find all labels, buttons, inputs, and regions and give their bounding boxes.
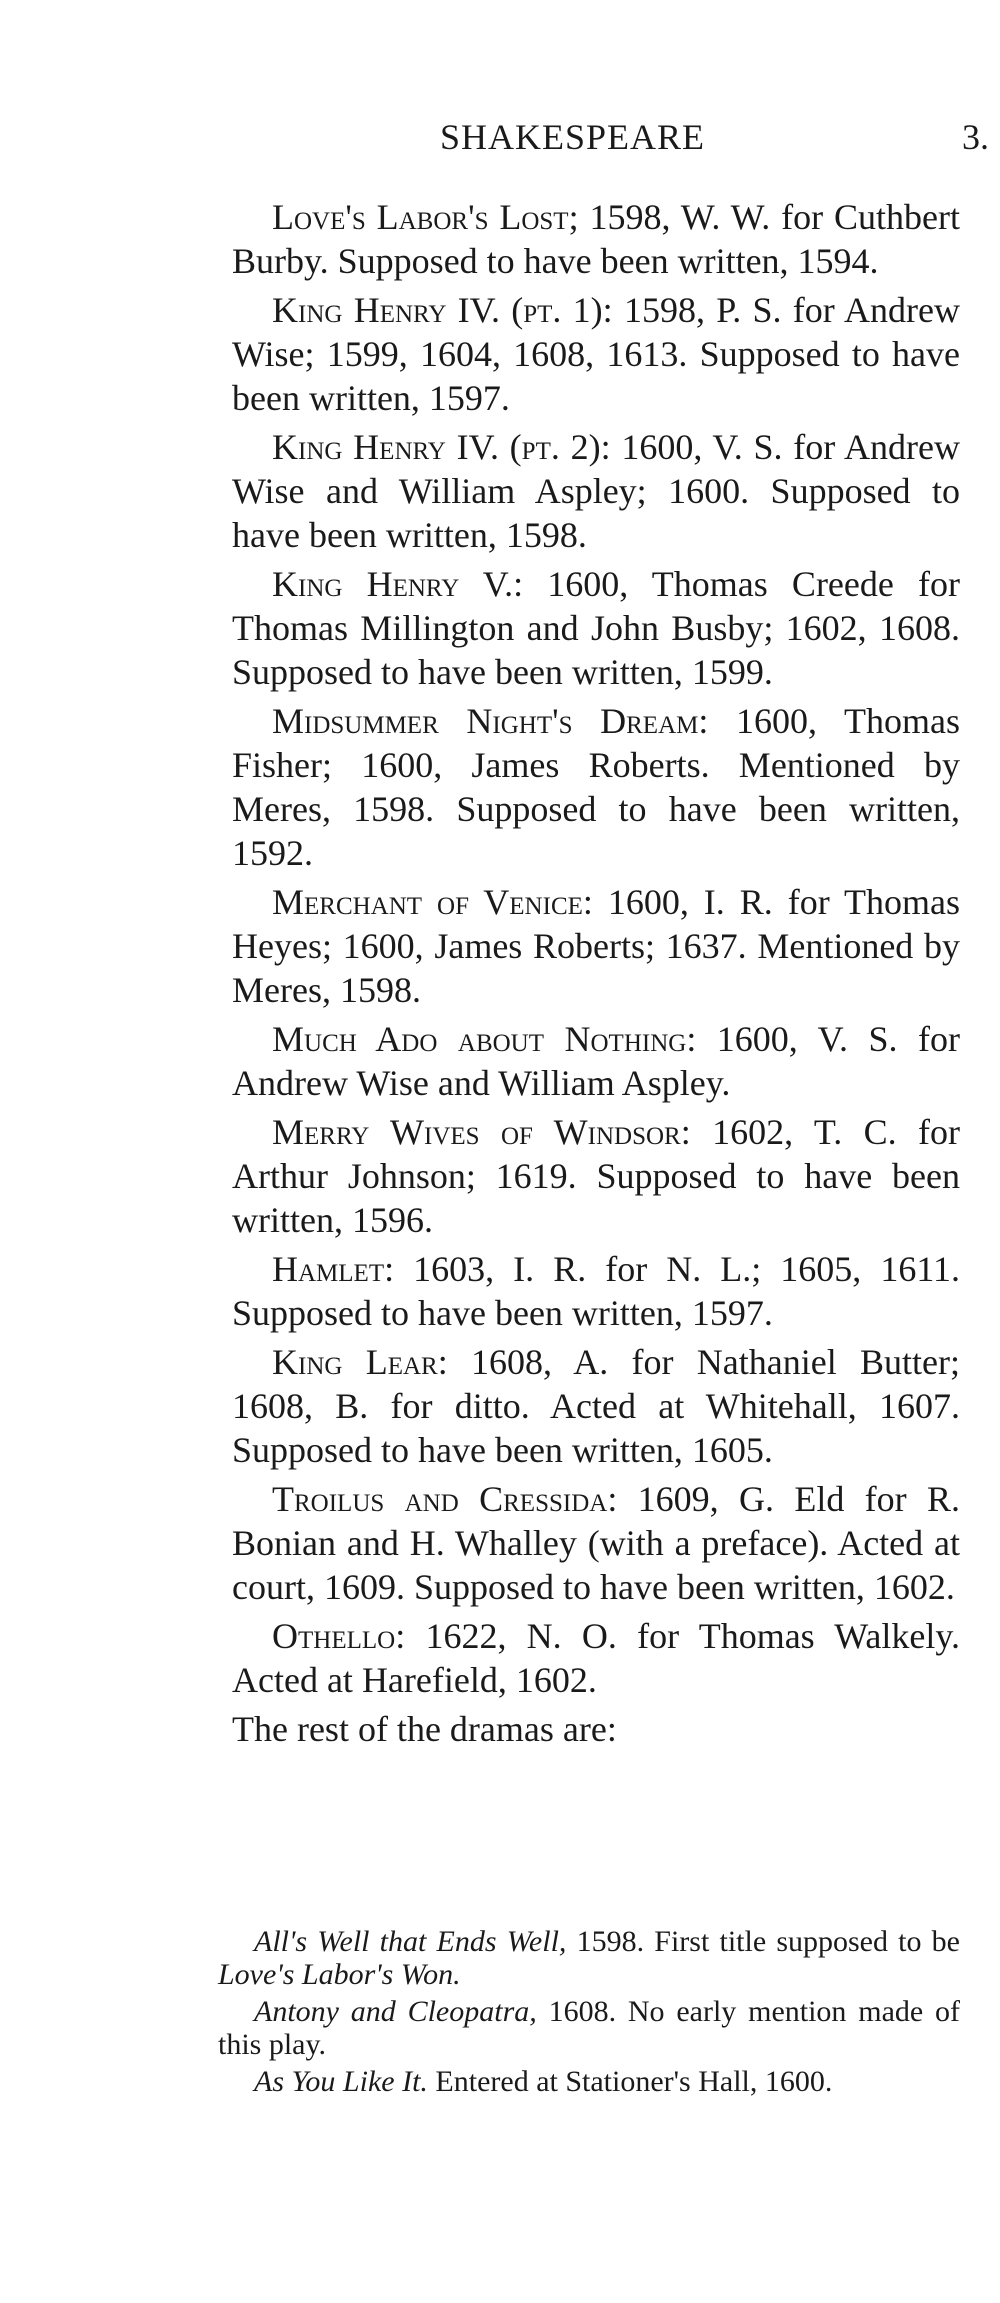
entry-title: Merchant of Venice — [272, 882, 583, 922]
entry-text: : 1600, Thomas Fisher; 1600, James Roberts. Mentioned by Meres, 1598. Supposed to have been written, 1592. — [232, 701, 960, 873]
play-entries — [232, 195, 960, 1751]
entry-merchant-of-venice — [232, 880, 960, 1012]
note-title: Antony and Cleopatra, — [254, 1995, 537, 2028]
entry-text: : 1600, V. S. for Andrew Wise and William Aspley. — [232, 1019, 960, 1103]
entry-much-ado — [232, 1017, 960, 1105]
note-as-you-like-it — [218, 2065, 960, 2098]
entry-title: Much Ado about Nothing — [272, 1019, 687, 1059]
entry-title: Troilus and Cressida — [272, 1479, 608, 1519]
entry-merry-wives — [232, 1110, 960, 1242]
entry-text: : 1600, V. S. for Andrew Wise and William Aspley; 1600. Supposed to have been written, 1598. — [232, 427, 961, 555]
entry-title: Othello — [272, 1616, 396, 1656]
entry-text: ; 1598, W. W. for Cuthbert Burby. Supposed to have been written, 1594. — [232, 197, 960, 281]
entry-title: Merry Wives of Windsor — [272, 1112, 681, 1152]
remaining-dramas-notes — [218, 1925, 960, 2102]
entry-midsummer-nights-dream — [232, 699, 960, 875]
entry-title: King Lear — [272, 1342, 438, 1382]
entry-text: : 1600, Thomas Creede for Thomas Millington and John Busby; 1602, 1608. Supposed to have been written, 1599. — [232, 564, 960, 692]
note-alls-well — [218, 1925, 960, 1991]
entry-title: King Henry V. — [272, 564, 514, 604]
entry-text: : 1609, G. Eld for R. Bonian and H. Whalley (with a preface). Acted at court, 1609. Supposed to have been written, 1602. — [232, 1479, 961, 1607]
entry-title: King Henry IV. (pt. 1) — [272, 290, 603, 330]
entry-king-henry-iv-pt2 — [232, 425, 960, 557]
entry-king-henry-iv-pt1 — [232, 288, 960, 420]
running-head: SHAKESPEARE — [440, 117, 706, 157]
entry-text: : 1608, A. for Nathaniel Butter; 1608, B. for ditto. Acted at Whitehall, 1607. Supposed to have been written, 1605. — [232, 1342, 960, 1470]
entry-othello — [232, 1614, 960, 1702]
entry-title: King Henry IV. (pt. 2) — [272, 427, 601, 467]
entry-troilus-and-cressida — [232, 1477, 960, 1609]
entry-text: : 1598, P. S. for Andrew Wise; 1599, 1604, 1608, 1613. Supposed to have been written, 1597. — [232, 290, 960, 418]
page-number: 3. — [962, 117, 989, 157]
entry-loves-labors-lost — [232, 195, 960, 283]
entry-title: Midsummer Night's Dream — [272, 701, 699, 741]
note-title: All's Well that Ends Well, — [254, 1925, 567, 1958]
entry-king-henry-v — [232, 562, 960, 694]
entry-title: Love's Labor's Lost — [272, 197, 569, 237]
entry-hamlet — [232, 1247, 960, 1335]
note-text: 1598. First title supposed to be — [566, 1925, 960, 1958]
closing-line: The rest of the dramas are: — [232, 1709, 617, 1749]
note-text: Entered at Stationer's Hall, 1600. — [427, 2065, 833, 2098]
note-text: 1608. No early mention made of this play. — [218, 1995, 960, 2061]
entry-title: Hamlet — [272, 1249, 385, 1289]
entry-text: : 1622, N. O. for Thomas Walkely. Acted at Harefield, 1602. — [232, 1616, 960, 1700]
entry-text: : 1602, T. C. for Arthur Johnson; 1619. Supposed to have been written, 1596. — [232, 1112, 960, 1240]
note-title: As You Like It. — [254, 2065, 428, 2098]
page-header — [0, 112, 1000, 162]
entry-text: : 1603, I. R. for N. L.; 1605, 1611. Supposed to have been written, 1597. — [232, 1249, 960, 1333]
note-antony-and-cleopatra — [218, 1995, 960, 2061]
entry-king-lear — [232, 1340, 960, 1472]
note-ref: Love's Labor's Won. — [218, 1958, 461, 1991]
entry-text: : 1600, I. R. for Thomas Heyes; 1600, James Roberts; 1637. Mentioned by Meres, 1598. — [232, 882, 960, 1010]
